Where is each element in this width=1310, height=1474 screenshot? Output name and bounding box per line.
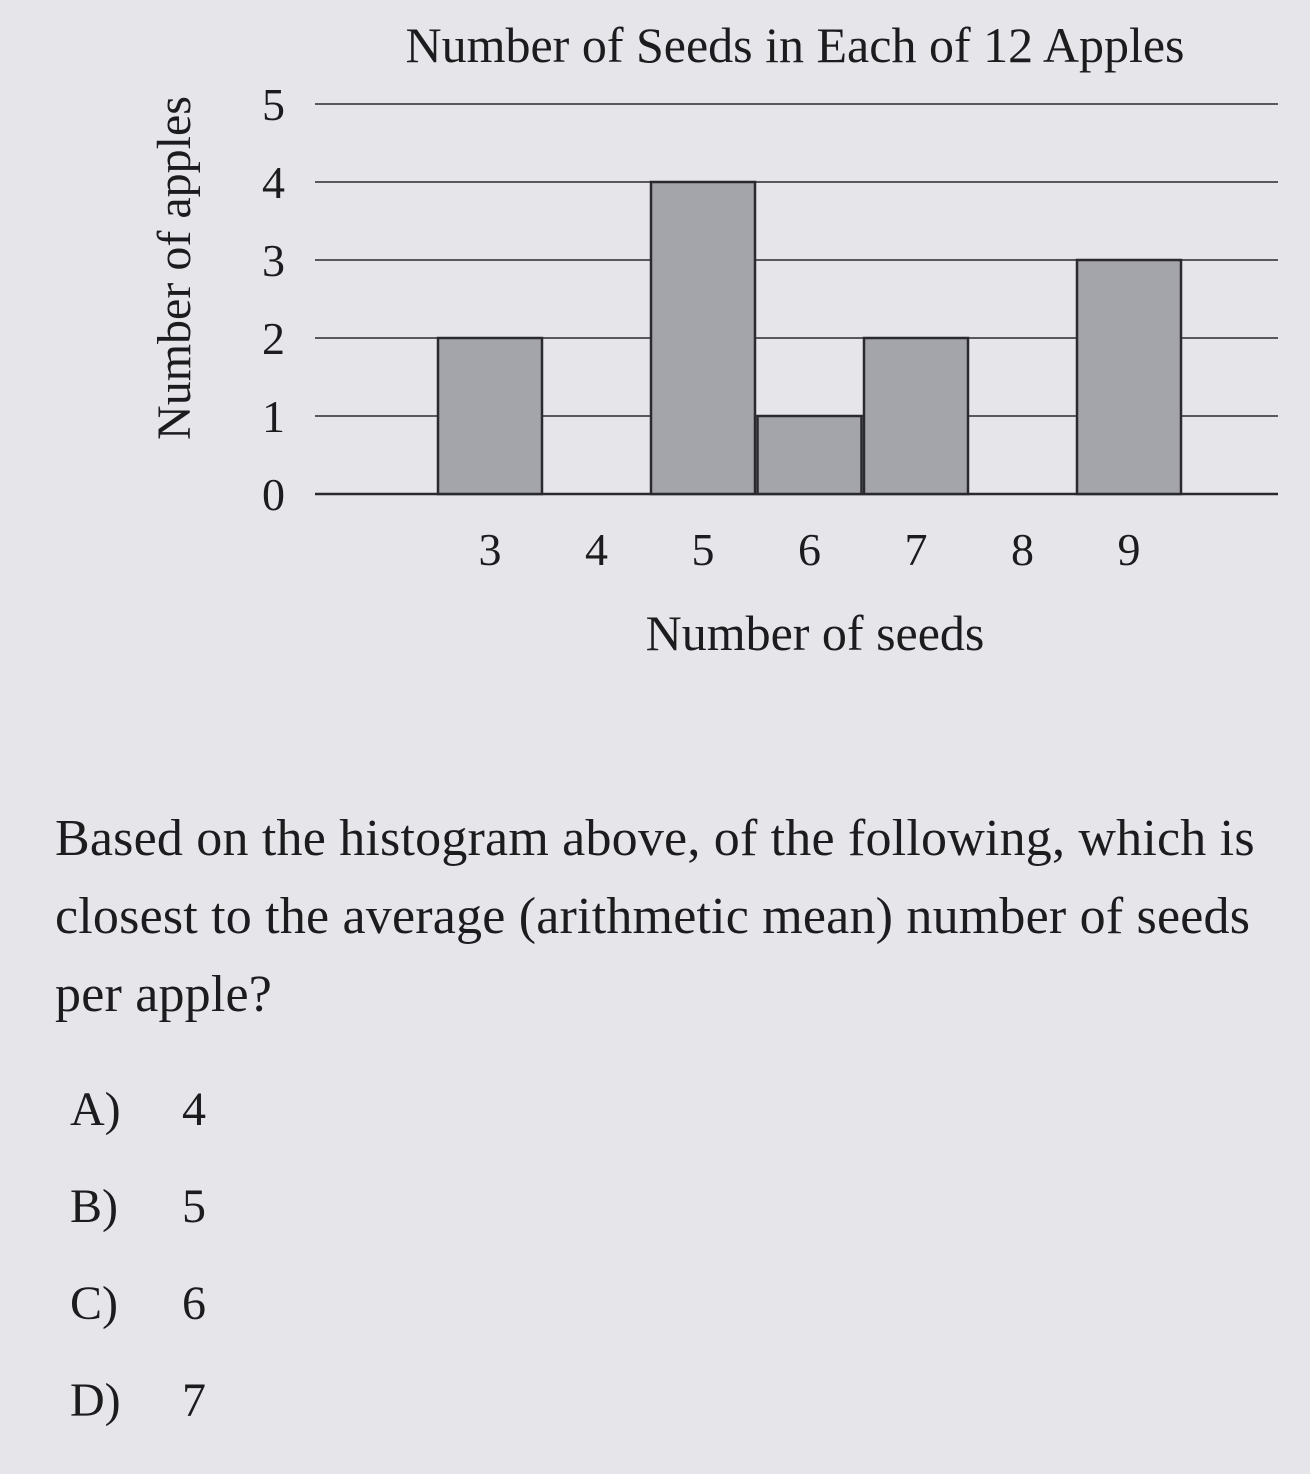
choice-c-value: 6 — [182, 1277, 206, 1330]
chart-title: Number of Seeds in Each of 12 Apples — [405, 17, 1185, 73]
choice-d-letter: D) — [70, 1374, 121, 1427]
y-tick-label-2: 2 — [262, 313, 285, 364]
bar-3 — [438, 338, 542, 494]
x-tick-labels — [479, 524, 1141, 575]
x-axis-label: Number of seeds — [645, 605, 985, 661]
choice-b[interactable] — [70, 1172, 206, 1269]
choice-b-letter: B) — [70, 1180, 118, 1233]
y-tick-labels — [262, 79, 285, 520]
choice-a-letter: A) — [70, 1083, 121, 1136]
question-text: Based on the histogram above, of the following, which is closest to the average (arithmetic mean) number of seeds per apple? — [55, 810, 1255, 1023]
bar-7 — [864, 338, 968, 494]
bar-5 — [651, 182, 755, 494]
x-tick-label-4: 4 — [585, 524, 608, 575]
x-tick-label-8: 8 — [1011, 524, 1034, 575]
choice-d[interactable] — [70, 1366, 206, 1463]
y-tick-label-5: 5 — [262, 79, 285, 130]
histogram-chart — [0, 0, 1310, 700]
choice-b-value: 5 — [182, 1180, 206, 1233]
choice-a[interactable] — [70, 1075, 206, 1172]
x-tick-label-5: 5 — [691, 524, 715, 575]
y-tick-label-1: 1 — [262, 391, 285, 442]
y-tick-label-4: 4 — [262, 157, 285, 208]
x-tick-label-3: 3 — [478, 524, 502, 575]
bar-6 — [758, 416, 862, 494]
answer-choices — [70, 1075, 206, 1463]
x-tick-label-9: 9 — [1117, 524, 1141, 575]
choice-a-value: 4 — [182, 1083, 206, 1136]
x-tick-label-6: 6 — [798, 524, 821, 575]
choice-d-value: 7 — [182, 1374, 206, 1427]
y-tick-label-0: 0 — [262, 469, 285, 520]
x-tick-label-7: 7 — [904, 524, 928, 575]
y-tick-label-3: 3 — [262, 235, 285, 286]
choice-c[interactable] — [70, 1269, 206, 1366]
y-axis-label: Number of apples — [148, 96, 201, 440]
choice-c-letter: C) — [70, 1277, 118, 1330]
bar-9 — [1077, 260, 1181, 494]
